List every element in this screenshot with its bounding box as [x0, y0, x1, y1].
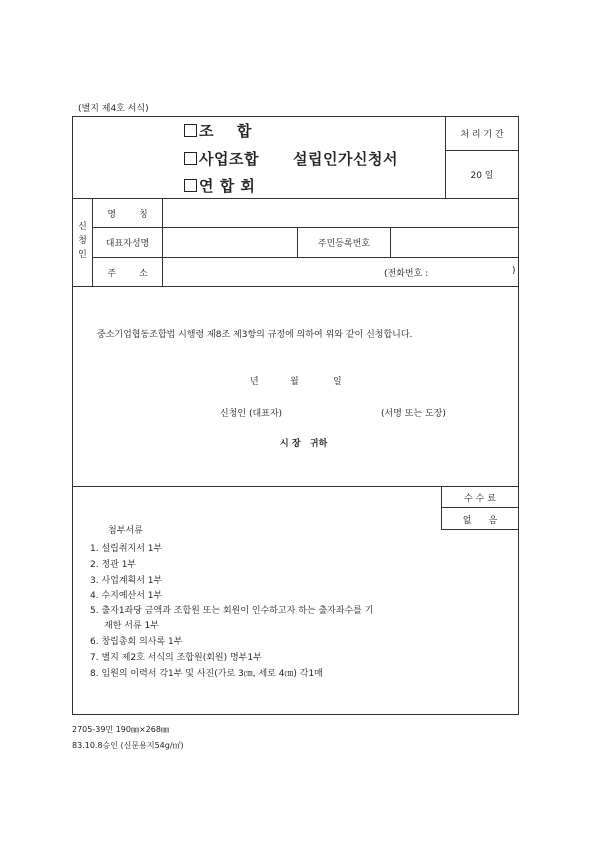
id-label-right-divider [390, 227, 391, 257]
recipient-label: 시 장 귀하 [280, 439, 328, 449]
attachment-item: 6. 창립총회 의사록 1부 [90, 637, 183, 647]
name-label: 명 칭 [107, 210, 148, 220]
attachment-item: 2. 정관 1부 [90, 560, 137, 570]
title-bottom-border [72, 198, 519, 199]
attachments-title: 첨부서류 [108, 526, 143, 536]
checkbox-icon [184, 152, 197, 165]
processing-period-value: 20 일 [470, 171, 494, 181]
signature-label: (서명 또는 도장) [381, 409, 446, 419]
frame-top-border [72, 116, 519, 117]
attachment-item: 4. 수지예산서 1부 [90, 591, 163, 601]
applicant-row-line-1 [92, 227, 518, 228]
date-day-label: 일 [333, 377, 342, 387]
fee-bottom [441, 529, 518, 530]
address-label: 주 소 [107, 269, 148, 279]
title-option-federation: 연 합 회 [184, 175, 255, 196]
title-option-union: 조 합 [184, 120, 252, 141]
date-month-label: 월 [290, 377, 299, 387]
attachments-top-border [72, 486, 519, 487]
title-option-business-union: 사업조합 [184, 148, 259, 169]
footer-form-code: 2705-39민 190㎜×268㎜ [72, 725, 169, 734]
attachment-item: 3. 사업계획서 1부 [90, 576, 163, 586]
frame-bottom-border [72, 714, 519, 715]
form-number-label: (별지 제4호 서식) [78, 104, 149, 114]
application-statement: 중소기업협동조합법 시행령 제8조 제3항의 규정에 의하여 위와 같이 신청합니다. [97, 330, 413, 340]
footer-approval: 83.10.8승인 (신문용지54g/㎡) [72, 741, 184, 750]
fee-split [441, 507, 518, 508]
phone-label: (전화번호 : [384, 269, 429, 279]
phone-close-paren: ) [512, 266, 516, 276]
attachment-item-continued: 재한 서류 1부 [104, 621, 159, 631]
applicant-signer-label: 신청인 (대표자) [220, 409, 283, 419]
processing-period-label: 처 리 기 간 [460, 130, 504, 140]
checkbox-icon [184, 124, 197, 137]
attachment-item: 8. 임원의 이력서 각1부 및 사진(가로 3㎝, 세로 4㎝) 각1매 [90, 669, 323, 679]
applicant-side-label: 신 청 인 [78, 222, 87, 260]
checkbox-icon [184, 179, 197, 192]
attachment-item: 5. 출자1좌당 금액과 조합원 또는 회원이 인수하고자 하는 출자좌수를 기 [90, 606, 374, 616]
fee-label: 수 수 료 [464, 494, 496, 504]
frame-left-border [72, 116, 73, 714]
applicant-bottom-border [72, 286, 519, 287]
frame-right-border [518, 116, 519, 714]
title-main: 설립인가신청서 [293, 150, 398, 168]
processing-split [445, 150, 518, 151]
resident-number-label: 주민등록번호 [317, 239, 371, 249]
representative-label: 대표자성명 [105, 239, 150, 249]
fee-value: 없 음 [462, 516, 498, 526]
applicant-label-divider [162, 198, 163, 286]
attachment-item: 7. 별지 제2호 서식의 조합원(회원) 명부1부 [90, 653, 262, 663]
date-year-label: 년 [250, 377, 259, 387]
attachment-item: 1. 설립취지서 1부 [90, 544, 163, 554]
applicant-row-line-2 [92, 257, 518, 258]
